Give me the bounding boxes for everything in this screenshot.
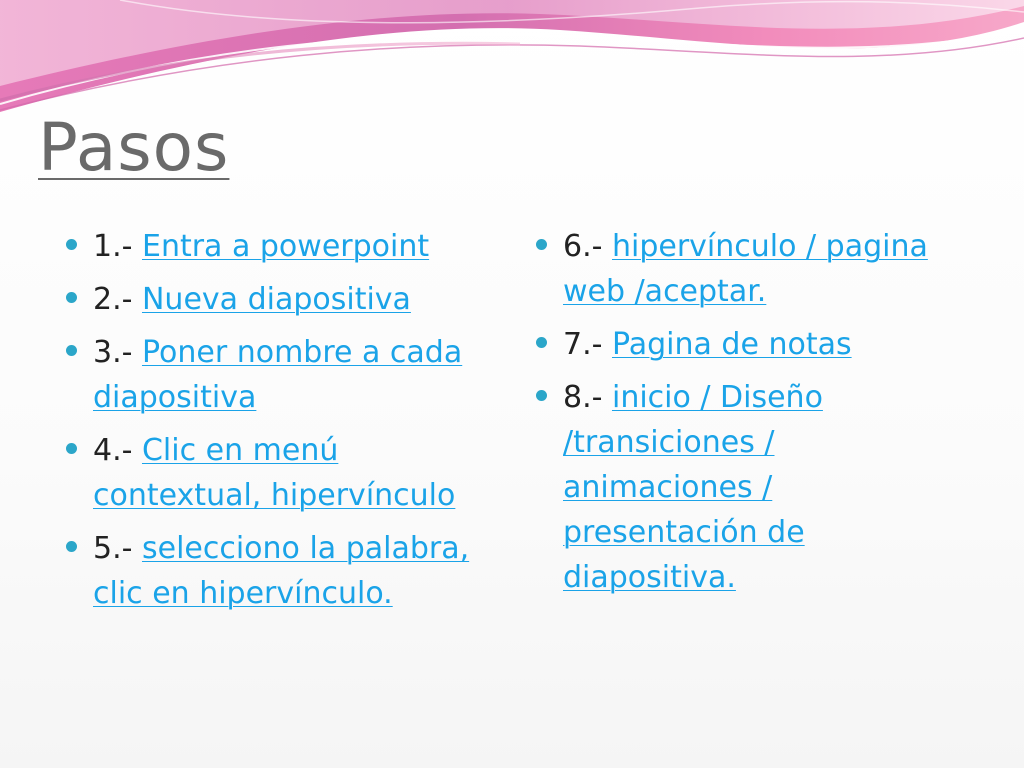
- step-2-link[interactable]: Nueva diapositiva: [141, 282, 411, 317]
- step-number: 3.-: [93, 335, 142, 370]
- bullet-icon: [536, 390, 547, 401]
- list-item-step-5: [66, 526, 506, 616]
- step-number: 6.-: [563, 229, 612, 264]
- bullet-icon: [66, 292, 77, 303]
- bullet-icon: [66, 345, 77, 356]
- step-1-link[interactable]: Entra a powerpoint: [141, 229, 430, 264]
- step-number: 8.-: [563, 380, 612, 415]
- bullet-icon: [66, 541, 77, 552]
- bullet-icon: [66, 443, 77, 454]
- step-number: 5.-: [93, 531, 142, 566]
- bullet-icon: [536, 337, 547, 348]
- step-number: 2.-: [93, 282, 142, 317]
- step-8-link[interactable]: inicio / Diseño /transiciones / animaciones / presentación de diapositiva.: [563, 380, 823, 595]
- left-steps-list: [66, 224, 506, 624]
- step-number: 4.-: [93, 433, 142, 468]
- step-7-link[interactable]: Pagina de notas: [611, 327, 852, 362]
- header-wave-decoration: [0, 0, 1024, 120]
- list-item-step-4: [66, 428, 506, 518]
- list-item-step-3: [66, 330, 506, 420]
- step-number: 7.-: [563, 327, 612, 362]
- bullet-icon: [66, 239, 77, 250]
- step-3-link[interactable]: Poner nombre a cada diapositiva: [93, 335, 463, 415]
- list-item-step-6: [536, 224, 956, 314]
- right-steps-list: [536, 224, 956, 608]
- list-item-step-1: [66, 224, 506, 269]
- list-item-step-7: [536, 322, 956, 367]
- list-item-step-2: [66, 277, 506, 322]
- step-5-link[interactable]: selecciono la palabra, clic en hipervínculo.: [93, 531, 470, 611]
- step-4-link[interactable]: Clic en menú contextual, hipervínculo: [93, 433, 456, 513]
- slide-title: Pasos: [38, 109, 230, 186]
- bullet-icon: [536, 239, 547, 250]
- list-item-step-8: [536, 375, 956, 600]
- step-number: 1.-: [93, 229, 142, 264]
- step-6-link[interactable]: hipervínculo / pagina web /aceptar.: [563, 229, 928, 309]
